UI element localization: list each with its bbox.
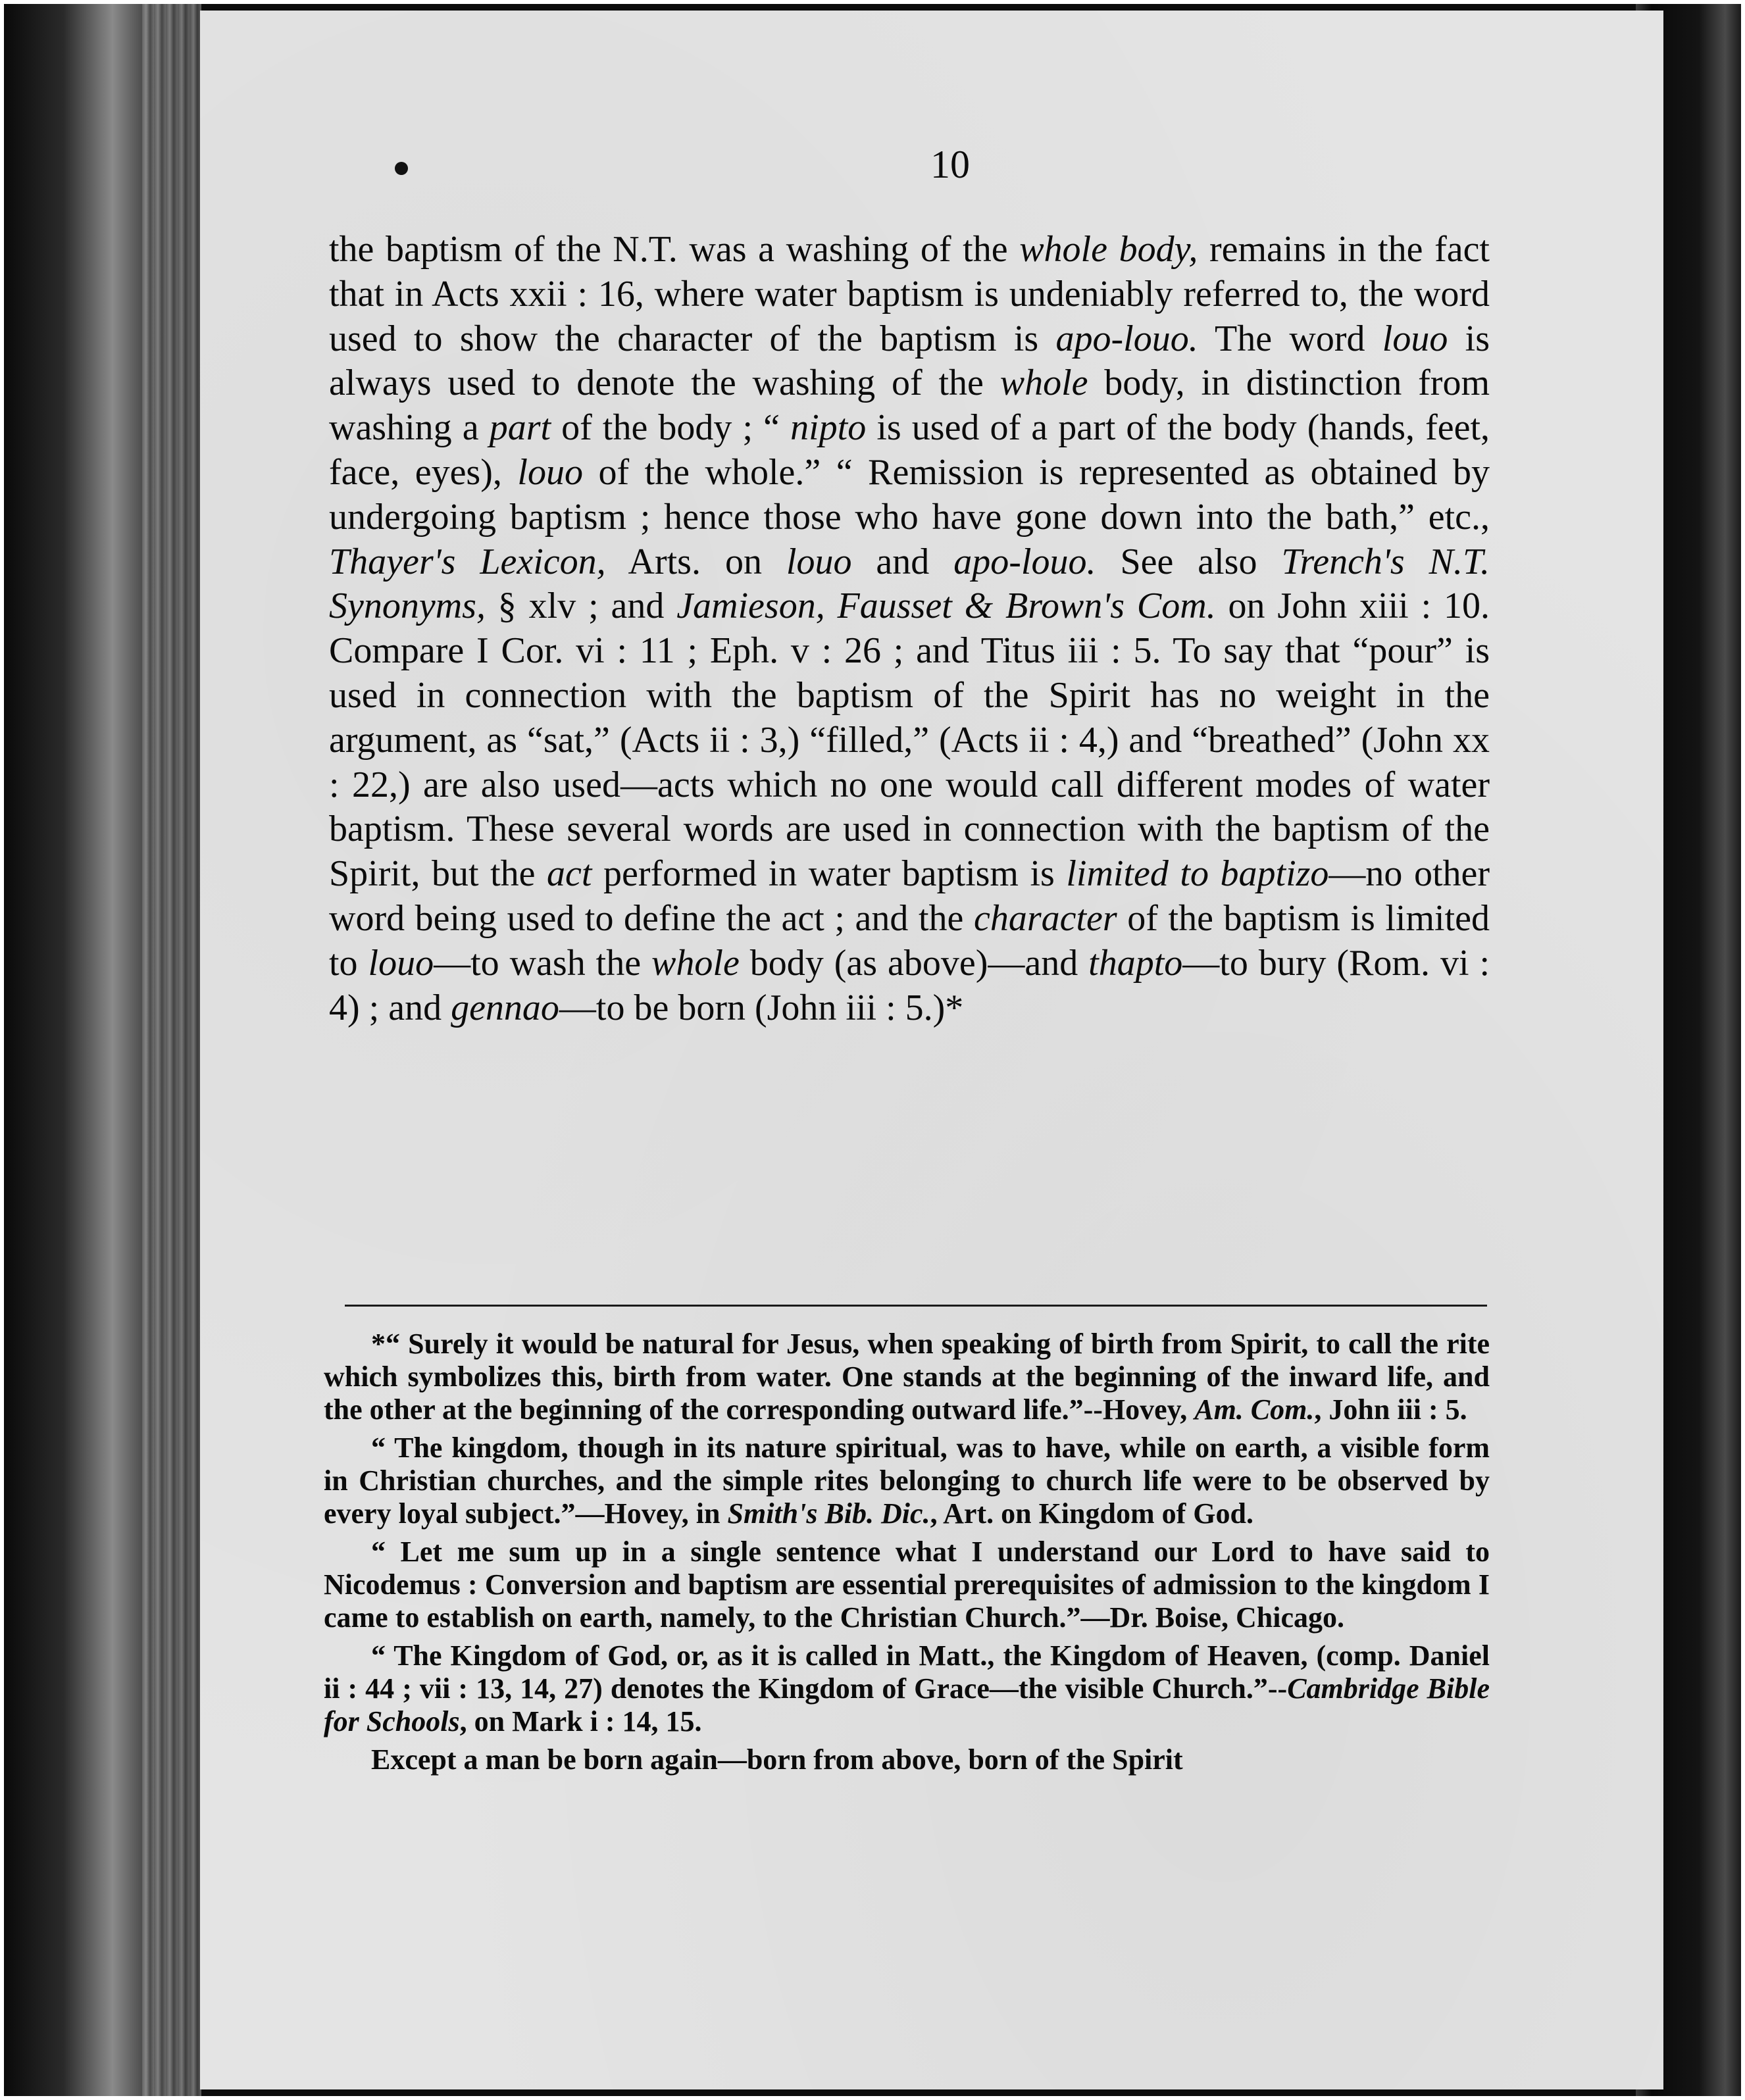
- italic-run: gennao: [451, 987, 559, 1028]
- italic-run: Trench's N.T. Synonyms,: [329, 541, 1490, 627]
- italic-run: louo: [517, 451, 583, 493]
- italic-run: Smith's Bib. Dic.: [727, 1497, 930, 1530]
- text-run: See also: [1096, 541, 1282, 582]
- text-run: § xlv ; and: [485, 586, 677, 627]
- italic-run: louo: [368, 942, 434, 984]
- text-run: “ The Kingdom of God, or, as it is called in Matt., the Kingdom of Heaven, (comp. Daniel ii : 44 ; vii : 13, 14, 27) denotes the Kingdom of Grace—the visible Church.”--: [324, 1639, 1490, 1705]
- text-run: of the whole.” “ Remission is represented as obtained by undergoing baptism ; hence those who have gone down into the bath,” etc.,: [329, 451, 1490, 538]
- page-number: 10: [930, 143, 970, 186]
- italic-run: thapto: [1088, 942, 1183, 984]
- text-run: of the baptism is limited to: [329, 897, 1490, 984]
- italic-run: Cambridge Bible for Schools: [324, 1672, 1490, 1738]
- italic-run: limited to baptizo: [1066, 853, 1329, 895]
- text-run: , Art. on Kingdom of God.: [930, 1497, 1253, 1530]
- text-run: is used of a part of the body (hands, feet, face, eyes),: [329, 407, 1490, 493]
- footnote-except-a-man: Except a man be born again—born from above, born of the Spirit: [371, 1743, 1183, 1776]
- book-page: [200, 11, 1663, 2089]
- italic-run: part: [489, 407, 551, 449]
- text-run: *“ Surely it would be natural for Jesus, when speaking of birth from Spirit, to call the rite which symbolizes this, birth from water. One stands at the beginning of the inward life, and the other at the beginning of the corresponding outward life.”--Hovey,: [324, 1328, 1490, 1426]
- text-run: remains in the fact that in Acts xxii : 16, where water baptism is undeniably referred to, the word used to show the character of the baptism is: [329, 229, 1490, 359]
- text-run: , on Mark i : 14, 15.: [459, 1705, 702, 1738]
- text-run: performed in water baptism is: [592, 853, 1067, 895]
- text-run: the baptism of the N.T. was a washing of the: [329, 229, 1020, 270]
- italic-run: whole body,: [1019, 229, 1198, 270]
- italic-run: Thayer's Lexicon,: [329, 541, 606, 582]
- footnote-hovey-am-com: [324, 1328, 1490, 1426]
- footnotes: [324, 1328, 1490, 1782]
- footnote-hovey-bib-dic: [324, 1432, 1490, 1530]
- text-run: The word: [1198, 318, 1382, 359]
- ink-dot: [395, 162, 408, 175]
- italic-run: louo: [786, 541, 852, 582]
- footnote-rule: [345, 1305, 1487, 1307]
- italic-run: character: [973, 897, 1117, 939]
- footnote-boise: “ Let me sum up in a single sentence what I understand our Lord to have said to Nicodemus : Conversion and baptism are essential prerequisites of admission to the kingdom I came to establish on earth, namely, to the Christian Church.”—Dr. Boise, Chicago.: [324, 1536, 1490, 1634]
- text-run: body (as above)—and: [739, 942, 1089, 984]
- italic-run: Am. Com.: [1194, 1393, 1315, 1426]
- text-run: “ The kingdom, though in its nature spiritual, was to have, while on earth, a visible form in Christian churches, and the simple rites belonging to church life were to be observed by every loyal subject.”—Hovey, in: [324, 1432, 1490, 1530]
- italic-run: apo-louo.: [1055, 318, 1198, 359]
- italic-run: apo-louo.: [953, 541, 1096, 582]
- text-run: and: [851, 541, 954, 582]
- text-run: body, in distinction from washing a: [329, 362, 1490, 449]
- text-run: —to be born (John iii : 5.)*: [559, 987, 964, 1028]
- footnote-cambridge: [324, 1639, 1490, 1738]
- text-run: , John iii : 5.: [1314, 1393, 1467, 1426]
- italic-run: louo: [1382, 318, 1448, 359]
- italic-run: Jamieson, Fausset & Brown's Com.: [676, 586, 1216, 627]
- page-stack-edge: [142, 4, 201, 2096]
- text-run: —no other word being used to define the act ; and the: [329, 853, 1490, 939]
- italic-run: nipto: [790, 407, 867, 449]
- text-run: of the body ; “: [551, 407, 791, 449]
- main-paragraph: [329, 228, 1490, 1030]
- text-run: —to wash the: [434, 942, 652, 984]
- italic-run: whole: [999, 362, 1088, 404]
- text-run: —to bury (Rom. vi : 4) ; and: [329, 942, 1490, 1028]
- italic-run: act: [547, 853, 592, 895]
- italic-run: whole: [651, 942, 740, 984]
- text-run: is always used to denote the washing of the: [329, 318, 1490, 404]
- text-run: on John xiii : 10. Compare I Cor. vi : 11 ; Eph. v : 26 ; and Titus iii : 5. To say that “pour” is used in connection with the baptism of the Spirit has no weight in the argument, as “sat,” (Acts ii : 3,) “filled,” (Acts ii : 4,) and “breathed” (John xx : 22,) are also used—acts which no one would call different modes of water baptism. These several words are used in connection with the baptism of the Spirit, but the: [329, 586, 1490, 895]
- text-run: Arts. on: [605, 541, 786, 582]
